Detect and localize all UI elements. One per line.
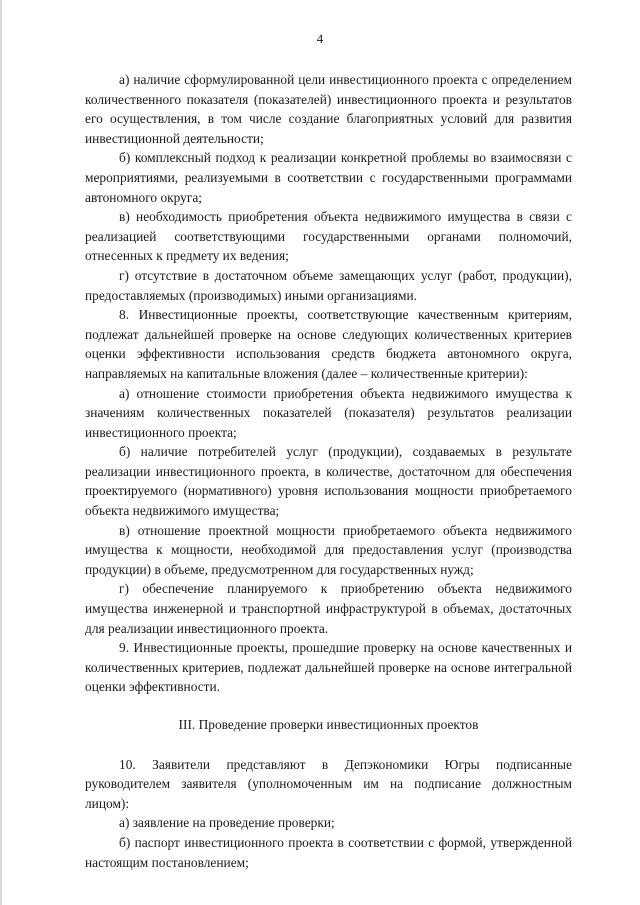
paragraph-9: 9. Инвестиционные проекты, прошедшие проверку на основе качественных и количественных критериев, подлежат дальнейшей проверке на основе интегральной оценки эффективности. bbox=[85, 640, 572, 695]
paragraph-8g: г) обеспечение планируемого к приобретению объекта недвижимого имущества инженерной и транспортной инфраструктурой в объемах, достаточных для реализации инвестиционного проекта. bbox=[85, 581, 572, 636]
paragraph-7b: б) комплексный подход к реализации конкретной проблемы во взаимосвязи с мероприятиями, реализуемыми в соответствии с государственными программами автономного округа; bbox=[85, 150, 572, 205]
paragraph-8b: б) наличие потребителей услуг (продукции), создаваемых в результате реализации инвестиционного проекта, в количестве, достаточном для обеспечения проектируемого (нормативного) уровня использования мощности приобретаемого объекта недвижимого имущества; bbox=[85, 444, 572, 519]
paragraph-10b: б) паспорт инвестиционного проекта в соответствии с формой, утвержденной настоящим постановлением; bbox=[85, 834, 572, 870]
paragraph-10: 10. Заявители представляют в Депэкономики Югры подписанные руководителем заявителя (уполномоченным им на подписание должностным лицом): bbox=[85, 756, 572, 811]
paragraph-7g: г) отсутствие в достаточном объеме замещающих услуг (работ, продукции), предоставляемых (производимых) иными организациями. bbox=[85, 267, 572, 303]
paragraph-8: 8. Инвестиционные проекты, соответствующие качественным критериям, подлежат дальнейшей проверке на основе следующих количественных критериев оценки эффективности использования средств бюджета автономного округа, направляемых на капитальные вложения (далее – количественные критерии): bbox=[85, 307, 572, 381]
document-body bbox=[85, 70, 572, 872]
section-heading: III. Проведение проверки инвестиционных проектов bbox=[178, 717, 479, 732]
paragraph-7a: а) наличие сформулированной цели инвестиционного проекта с определением количественного показателя (показателей) инвестиционного проекта и результатов его осуществления, в том числе создание благоприятных условий для развития инвестиционной деятельности; bbox=[85, 72, 572, 146]
paragraph-8v: в) отношение проектной мощности приобретаемого объекта недвижимого имущества к мощности, необходимой для предоставления услуг (производства продукции) в объеме, предусмотренном для государственных нужд; bbox=[85, 522, 572, 577]
paragraph-10a: а) заявление на проведение проверки; bbox=[119, 815, 335, 831]
page-number: 4 bbox=[316, 31, 324, 46]
paragraph-8a: а) отношение стоимости приобретения объекта недвижимого имущества к значениям количественных показателей (показателя) результатов реализации инвестиционного проекта; bbox=[85, 385, 572, 440]
page-edge bbox=[0, 0, 2, 905]
paragraph-7v: в) необходимость приобретения объекта недвижимого имущества в связи с реализацией соответствующими государственными органами полномочий, отнесенных к предмету их ведения; bbox=[85, 209, 572, 264]
